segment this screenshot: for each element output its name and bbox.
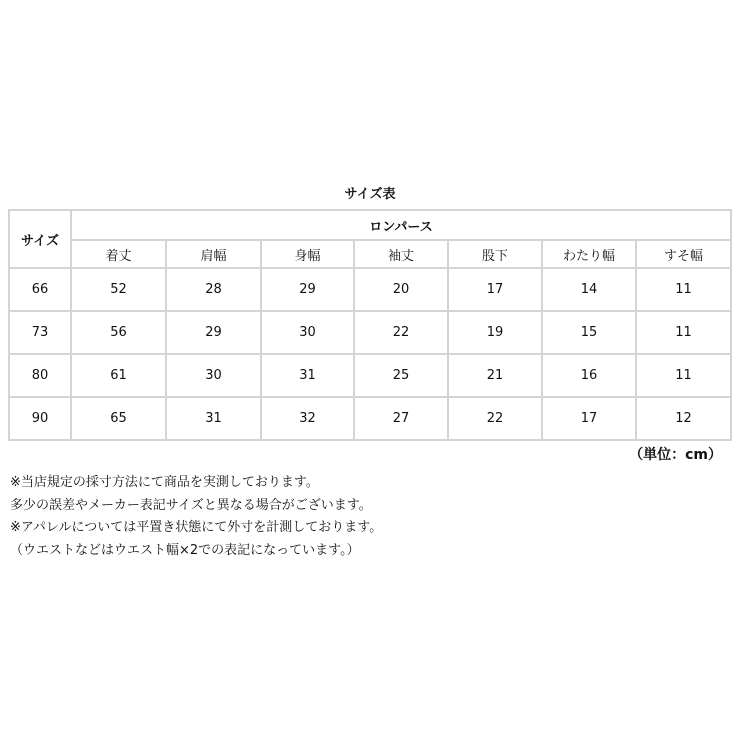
size-cell: 90 — [9, 397, 71, 440]
size-header-cell: サイズ — [9, 210, 71, 268]
value-cell: 11 — [636, 311, 731, 354]
table-row — [9, 268, 731, 311]
value-cell: 25 — [354, 354, 448, 397]
value-cell: 14 — [542, 268, 636, 311]
value-cell: 20 — [354, 268, 448, 311]
unit-label: （単位：cm） — [629, 447, 722, 463]
column-header: わたり幅 — [542, 240, 636, 268]
value-cell: 17 — [542, 397, 636, 440]
column-header: 袖丈 — [354, 240, 448, 268]
value-cell: 31 — [261, 354, 354, 397]
value-cell: 11 — [636, 268, 731, 311]
table-row — [9, 354, 731, 397]
size-cell: 73 — [9, 311, 71, 354]
table-header-row — [9, 210, 731, 240]
size-cell: 80 — [9, 354, 71, 397]
value-cell: 22 — [354, 311, 448, 354]
value-cell: 27 — [354, 397, 448, 440]
value-cell: 30 — [261, 311, 354, 354]
note-line: ※当店規定の採寸方法にて商品を実測しております。 — [10, 475, 319, 490]
group-header-cell: ロンパース — [71, 210, 731, 240]
column-header: すそ幅 — [636, 240, 731, 268]
column-header: 肩幅 — [166, 240, 261, 268]
column-header: 着丈 — [71, 240, 166, 268]
note-line: ※アパレルについては平置き状態にて外寸を計測しております。 — [10, 520, 383, 535]
note-line: （ウエストなどはウエスト幅×2での表記になっています。） — [10, 542, 360, 558]
value-cell: 30 — [166, 354, 261, 397]
value-cell: 61 — [71, 354, 166, 397]
value-cell: 56 — [71, 311, 166, 354]
value-cell: 21 — [448, 354, 542, 397]
value-cell: 22 — [448, 397, 542, 440]
column-header: 身幅 — [261, 240, 354, 268]
size-table — [8, 209, 732, 441]
value-cell: 16 — [542, 354, 636, 397]
value-cell: 19 — [448, 311, 542, 354]
value-cell: 31 — [166, 397, 261, 440]
value-cell: 52 — [71, 268, 166, 311]
value-cell: 65 — [71, 397, 166, 440]
value-cell: 15 — [542, 311, 636, 354]
value-cell: 11 — [636, 354, 731, 397]
column-header: 股下 — [448, 240, 542, 268]
note-line: 多少の誤差やメーカー表記サイズと異なる場合がございます。 — [10, 497, 372, 513]
value-cell: 29 — [261, 268, 354, 311]
value-cell: 32 — [261, 397, 354, 440]
value-cell: 12 — [636, 397, 731, 440]
value-cell: 17 — [448, 268, 542, 311]
value-cell: 28 — [166, 268, 261, 311]
value-cell: 29 — [166, 311, 261, 354]
size-cell: 66 — [9, 268, 71, 311]
table-row — [9, 311, 731, 354]
page-title: サイズ表 — [344, 187, 396, 202]
notes — [10, 472, 382, 562]
table-row — [9, 397, 731, 440]
column-header-row — [9, 240, 731, 268]
